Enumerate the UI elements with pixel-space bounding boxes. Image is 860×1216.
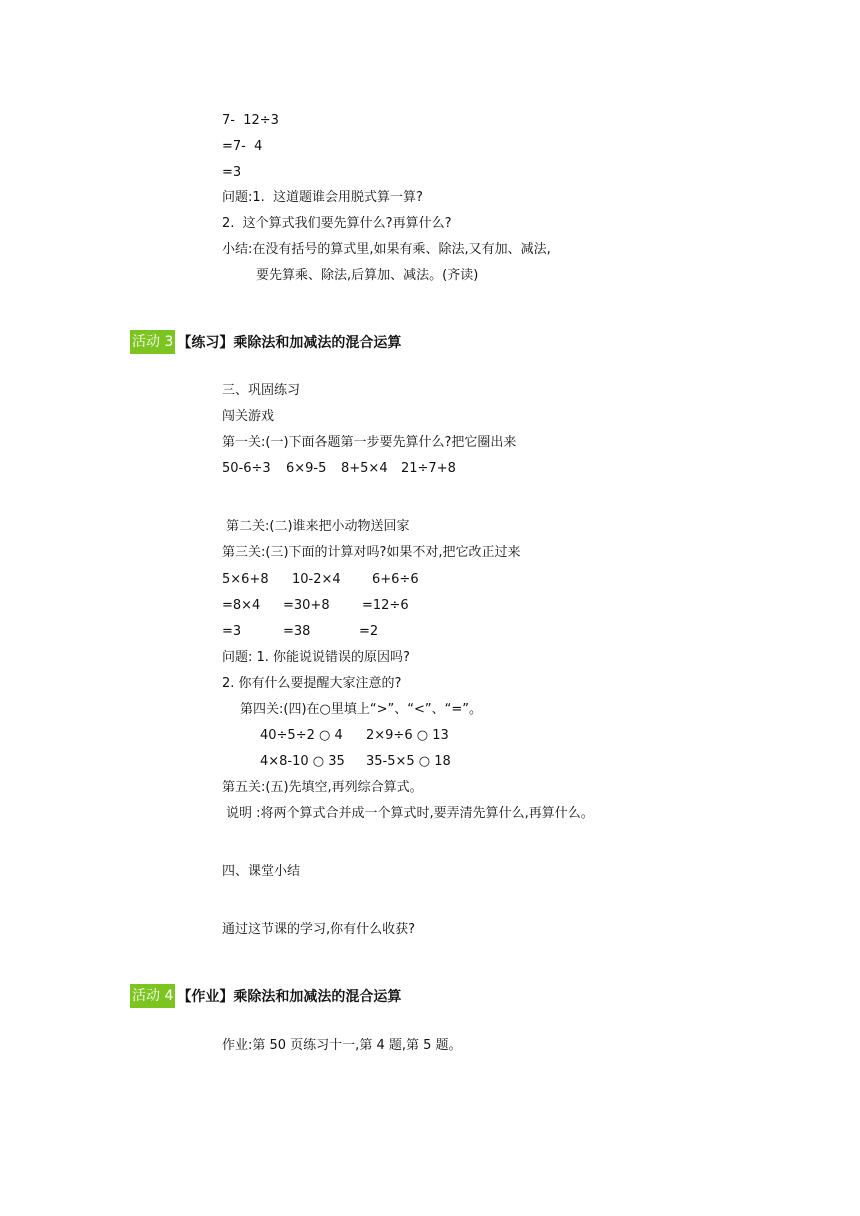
activity-3-tag: 活动 3 <box>130 330 175 354</box>
level-3-cell: 5×6+8 <box>222 572 269 587</box>
level-4-cell: 40÷5÷2 ○ 4 <box>260 728 343 743</box>
practice-game: 闯关游戏 <box>222 409 275 424</box>
level-1-expr: 6×9-5 <box>286 461 327 476</box>
level-3-cell: =2 <box>359 624 379 639</box>
practice-question-2: 2. 你有什么要提醒大家注意的? <box>222 676 402 691</box>
example-line-1: 7- 12÷3 <box>222 113 279 128</box>
example-line-3: =3 <box>222 165 242 180</box>
wrapup-heading: 四、课堂小结 <box>222 864 301 879</box>
example-line-2: =7- 4 <box>222 139 263 154</box>
level-5-text: 第五关:(五)先填空,再列综合算式。 <box>222 780 423 795</box>
level-1-expr: 21÷7+8 <box>401 461 456 476</box>
homework-text: 作业:第 50 页练习十一,第 4 题,第 5 题。 <box>222 1038 462 1053</box>
level-3-cell: =8×4 <box>222 598 261 613</box>
level-1-expr: 50-6÷3 <box>222 461 271 476</box>
level-2-text: 第二关:(二)谁来把小动物送回家 <box>226 519 410 534</box>
level-3-text: 第三关:(三)下面的计算对吗?如果不对,把它改正过来 <box>222 545 521 560</box>
level-4-text: 第四关:(四)在○里填上“>”、“<”、“=”。 <box>240 702 482 717</box>
summary-line-2: 要先算乘、除法,后算加、减法。(齐读) <box>256 268 479 283</box>
practice-heading: 三、巩固练习 <box>222 383 301 398</box>
activity-3-title: 【练习】乘除法和加减法的混合运算 <box>177 335 402 351</box>
activity-4-title: 【作业】乘除法和加减法的混合运算 <box>177 989 402 1005</box>
level-1-text: 第一关:(一)下面各题第一步要先算什么?把它圈出来 <box>222 435 517 450</box>
example-question-1: 问题:1. 这道题谁会用脱式算一算? <box>222 190 423 205</box>
level-4-cell: 2×9÷6 ○ 13 <box>366 728 449 743</box>
wrapup-question: 通过这节课的学习,你有什么收获? <box>222 922 416 937</box>
level-3-cell: =3 <box>222 624 242 639</box>
activity-4-heading <box>130 985 401 1007</box>
level-4-cell: 4×8-10 ○ 35 <box>260 754 345 769</box>
level-4-cell: 35-5×5 ○ 18 <box>366 754 451 769</box>
activity-3-heading <box>130 331 401 353</box>
level-3-cell: =30+8 <box>283 598 330 613</box>
level-3-cell: 6+6÷6 <box>372 572 419 587</box>
level-3-cell: =38 <box>283 624 311 639</box>
example-question-2: 2. 这个算式我们要先算什么?再算什么? <box>222 216 452 231</box>
level-1-expr: 8+5×4 <box>341 461 388 476</box>
practice-question-1: 问题: 1. 你能说说错误的原因吗? <box>222 650 410 665</box>
level-3-cell: =12÷6 <box>362 598 409 613</box>
level-3-cell: 10-2×4 <box>292 572 341 587</box>
practice-note: 说明 :将两个算式合并成一个算式时,要弄清先算什么,再算什么。 <box>226 806 594 821</box>
summary-line-1: 小结:在没有括号的算式里,如果有乘、除法,又有加、减法, <box>222 242 551 257</box>
activity-4-tag: 活动 4 <box>130 984 175 1008</box>
